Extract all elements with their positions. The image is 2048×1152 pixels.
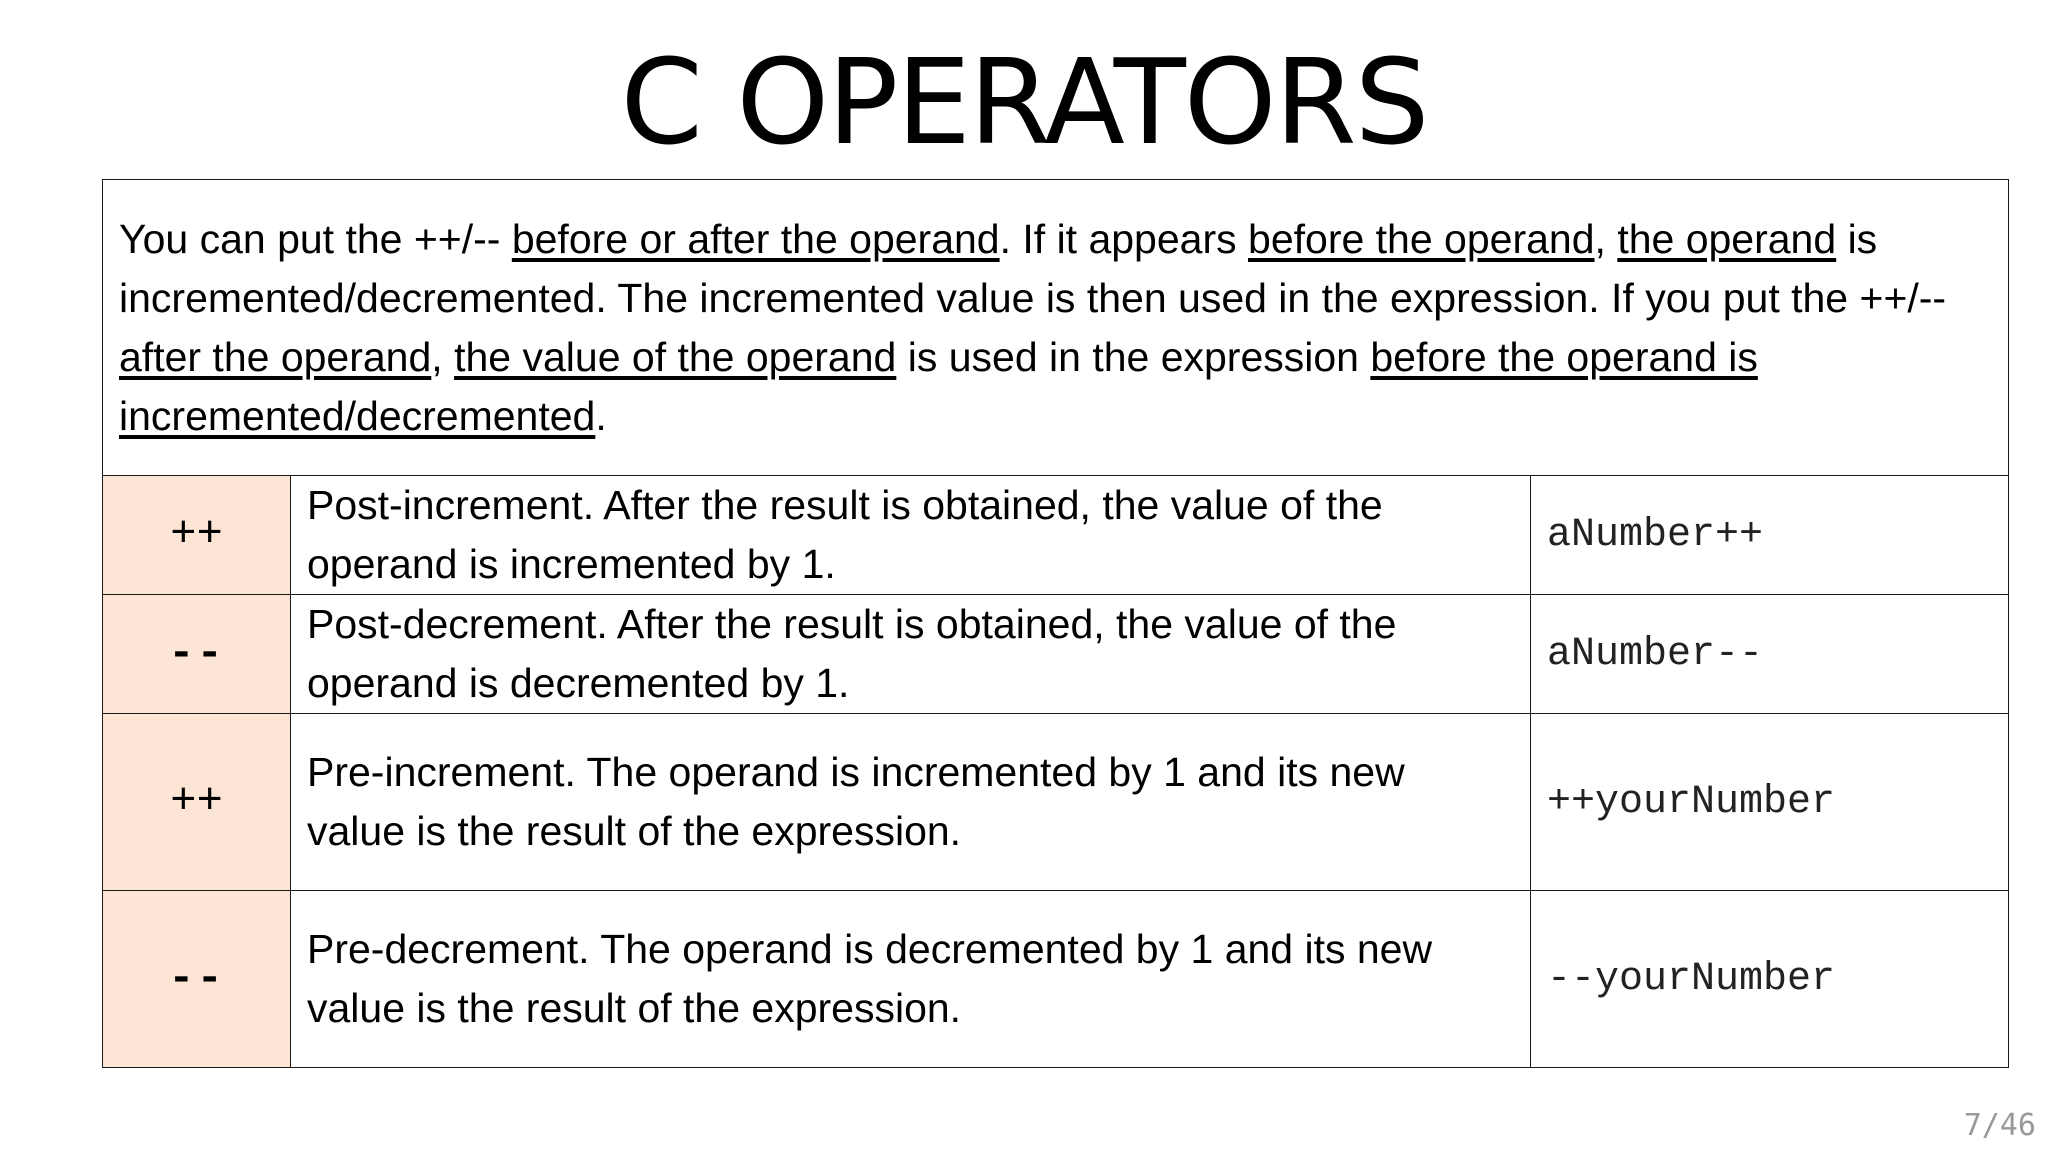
intro-paragraph xyxy=(103,180,2009,476)
operator-cell: ++ xyxy=(103,714,291,891)
operator-cell: -- xyxy=(103,891,291,1068)
slide-title: C OPERATORS xyxy=(620,33,1428,171)
operator-cell: -- xyxy=(103,595,291,714)
operator-cell: ++ xyxy=(103,476,291,595)
example-cell: --yourNumber xyxy=(1531,891,2009,1068)
intro-text: You can put the ++/-- xyxy=(119,215,512,262)
table-row xyxy=(103,595,2009,714)
description-cell: Post-increment. After the result is obtained, the value of the operand is incremented by 1. xyxy=(291,476,1531,595)
table-row xyxy=(103,714,2009,891)
intro-underlined-text: before the operand xyxy=(1248,215,1595,262)
operators-table xyxy=(102,179,2009,1068)
intro-text: . xyxy=(595,392,607,439)
description-cell: Pre-decrement. The operand is decremented by 1 and its new value is the result of the expression. xyxy=(291,891,1531,1068)
example-cell: ++yourNumber xyxy=(1531,714,2009,891)
intro-row xyxy=(103,180,2009,476)
table-row xyxy=(103,891,2009,1068)
intro-text: . If it appears xyxy=(999,215,1249,262)
intro-text: is used in the expression xyxy=(896,333,1371,380)
table-row xyxy=(103,476,2009,595)
intro-underlined-text: the operand xyxy=(1617,215,1837,262)
intro-underlined-text: after the operand xyxy=(119,333,432,380)
description-cell: Post-decrement. After the result is obtained, the value of the operand is decremented by 1. xyxy=(291,595,1531,714)
intro-text: , xyxy=(1594,215,1618,262)
intro-underlined-text: before or after the operand xyxy=(511,215,1000,262)
example-cell: aNumber++ xyxy=(1531,476,2009,595)
intro-underlined-text: the value of the operand xyxy=(454,333,897,380)
intro-text: is incremented/decremented. The incremented value is then used in the expression. If you put the ++/-- xyxy=(119,215,1947,321)
intro-underlined-text: before the operand is incremented/decremented xyxy=(119,333,1758,439)
example-cell: aNumber-- xyxy=(1531,595,2009,714)
page-number: 7/46 xyxy=(1963,1108,2036,1143)
intro-text: , xyxy=(431,333,455,380)
description-cell: Pre-increment. The operand is incremented by 1 and its new value is the result of the expression. xyxy=(291,714,1531,891)
